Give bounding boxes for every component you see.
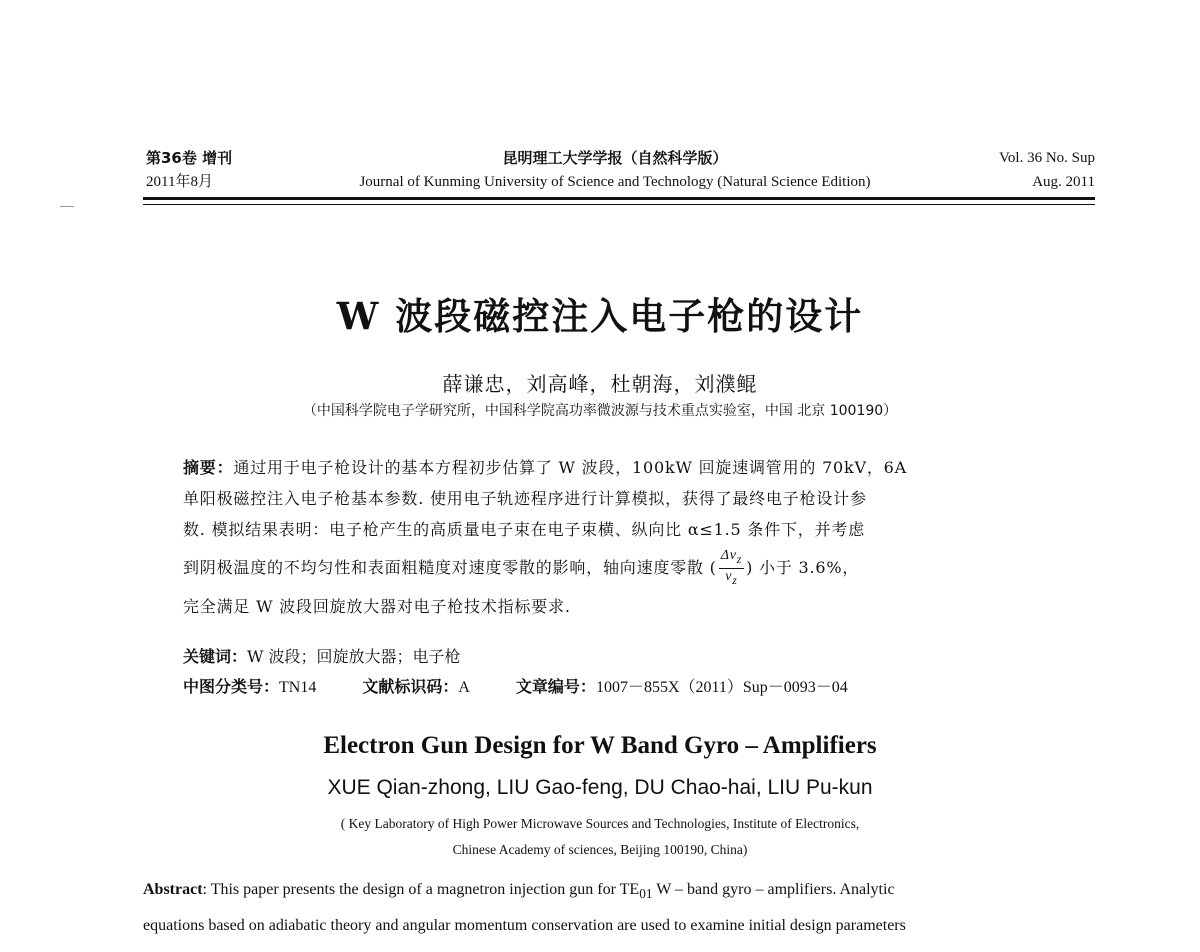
doc-code-value: A — [458, 679, 470, 696]
keywords-cn — [183, 644, 461, 667]
paper-title-cn: W 波段磁控注入电子枪的设计 — [336, 294, 864, 338]
abstract-cn — [183, 452, 1053, 622]
abstract-cn-line — [183, 545, 1053, 591]
abstract-en — [143, 874, 1097, 942]
header-rule-thick — [143, 197, 1095, 200]
clc-label: 中图分类号： — [183, 677, 280, 696]
abstract-en-line — [143, 874, 1097, 910]
fraction-numerator-sub: z — [736, 553, 743, 566]
article-no-label: 文章编号： — [515, 677, 596, 696]
mode-subscript: 01 — [639, 886, 653, 902]
article-no-value: 1007－855X（2011）Sup－0093－04 — [595, 679, 848, 696]
header-rule-thin — [143, 204, 1095, 205]
abstract-cn-text: ) 小于 3.6%， — [746, 558, 860, 577]
abstract-cn-line: 单阳极磁控注入电子枪基本参数. 使用电子轨迹程序进行计算模拟，获得了最终电子枪设计参 — [183, 489, 867, 508]
abstract-en-line: equations based on adiabatic theory and angular momentum conservation are used to examine initial design parameters — [143, 917, 906, 935]
scan-mark — [60, 206, 74, 207]
journal-name-en: Journal of Kunming University of Science and Technology (Natural Science Edition) — [359, 174, 871, 190]
abstract-cn-line — [183, 452, 1053, 483]
volume-cn: 第36卷 增刊 — [146, 149, 233, 167]
classification-line — [183, 674, 848, 697]
affiliation-en-line: ( Key Laboratory of High Power Microwave Sources and Technologies, Institute of Electronics, — [340, 816, 860, 831]
header-center — [290, 146, 940, 194]
abstract-cn-line: 数. 模拟结果表明：电子枪产生的高质量电子束在电子束横、纵向比 α≤1.5 条件下，并考虑 — [183, 520, 866, 539]
date-en: Aug. 2011 — [1032, 174, 1095, 190]
affiliation-cn: （中国科学院电子学研究所，中国科学院高功率微波源与技术重点实验室，中国 北京 100190） — [302, 403, 898, 419]
abstract-en-text: This paper presents the design of a magnetron injection gun for TE — [210, 881, 640, 898]
authors-en: XUE Qian-zhong, LIU Gao-feng, DU Chao-hai, LIU Pu-kun — [327, 776, 873, 799]
fraction-denominator: v — [725, 569, 733, 584]
abstract-en-label: Abstract — [143, 881, 203, 898]
paper-title-en: Electron Gun Design for W Band Gyro – Amplifiers — [323, 732, 877, 759]
fraction-numerator: Δv — [720, 548, 737, 564]
abstract-cn-line: 完全满足 W 波段回旋放大器对电子枪技术指标要求. — [183, 597, 571, 616]
abstract-cn-text: 通过用于电子枪设计的基本方程初步估算了 W 波段，100kW 回旋速调管用的 70kV，6A — [233, 458, 908, 477]
doc-code-label: 文献标识码： — [362, 677, 459, 696]
journal-name-cn: 昆明理工大学学报（自然科学版） — [502, 149, 728, 167]
clc-value: TN14 — [279, 679, 317, 696]
volume-en: Vol. 36 No. Sup — [999, 150, 1095, 166]
fraction-denominator-sub: z — [732, 573, 738, 587]
abstract-en-text: W – band gyro – amplifiers. Analytic — [652, 881, 895, 898]
velocity-spread-fraction — [719, 548, 744, 589]
header-right — [900, 146, 1095, 194]
abstract-cn-text: 到阴极温度的不均匀性和表面粗糙度对速度零散的影响，轴向速度零散 ( — [183, 558, 717, 577]
abstract-en-sep: : — [202, 881, 211, 898]
keywords-text: W 波段；回旋放大器；电子枪 — [247, 647, 461, 666]
abstract-cn-label: 摘要： — [183, 458, 234, 477]
header-left — [146, 146, 296, 194]
affiliation-en-line: Chinese Academy of sciences, Beijing 100190, China) — [452, 842, 748, 857]
authors-cn: 薛谦忠，刘高峰，杜朝海，刘濮鲲 — [442, 372, 758, 396]
date-cn: 2011年8月 — [146, 174, 213, 190]
keywords-label: 关键词： — [183, 647, 248, 666]
